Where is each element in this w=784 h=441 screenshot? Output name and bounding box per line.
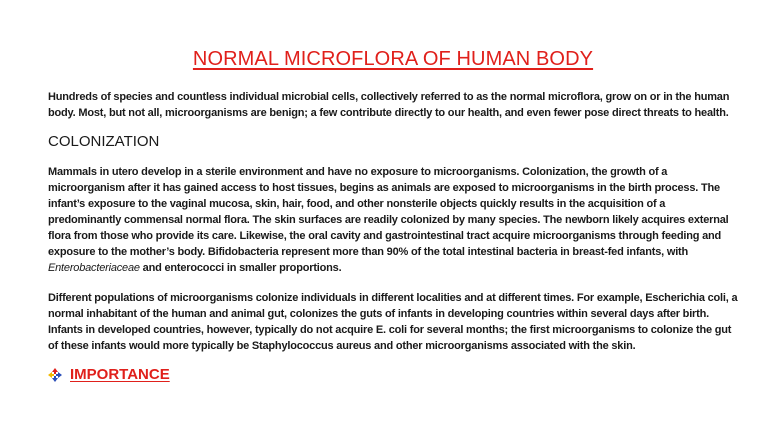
- document-title: NORMAL MICROFLORA OF HUMAN BODY: [192, 48, 594, 70]
- colonization-paragraph-1: [48, 164, 738, 276]
- document-page: [48, 48, 738, 383]
- colonization-heading: COLONIZATION: [48, 133, 160, 150]
- intro-paragraph: Hundreds of species and countless individual microbial cells, collectively referred to as the normal microflora, grow on or in the human body. Most, but not all, microorganisms are benign; a few contribute directly to our health, and even fewer pose direct threats to health.: [48, 91, 730, 119]
- colonization-paragraph-2: Different populations of microorganisms colonize individuals in different localities and at different times. For example, Escherichia coli, a normal inhabitant of the human and animal gut, colonizes the guts of infants in developing countries within several days after birth. Infants in developed countries, however, typically do not acquire E. coli for several months; the first microorganisms to colonize the gut of these infants would more typically be Staphylococcus aureus and other microorganisms associated with the skin.: [48, 292, 738, 352]
- colonization-paragraph-1-tail: and enterococci in smaller proportions.: [139, 262, 342, 274]
- enterobacteriaceae-italic: Enterobacteriaceae: [48, 262, 140, 274]
- colonization-paragraph-1-text: Mammals in utero develop in a sterile environment and have no exposure to microorganisms. Colonization, the growth of a microorganism after it has gained access to host tissues, begins as animals are exposed to microorganisms in the birth process. The infant’s exposure to the vaginal mucosa, skin, hair, food, and other nonsterile objects quickly results in the acquisition of a predominantly commensal normal flora. The skin surfaces are readily colonized by many species. The newborn likely acquires external flora from those who provide its care. Likewise, the oral cavity and gastrointestinal tract acquire microorganisms through feeding and exposure to the mother’s body. Bifidobacteria represent more than 90% of the total intestinal bacteria in breast-fed infants, with: [48, 166, 729, 258]
- four-arrows-bullet-icon: [48, 368, 62, 382]
- importance-heading: IMPORTANCE: [70, 366, 170, 383]
- importance-section-row: [48, 366, 738, 383]
